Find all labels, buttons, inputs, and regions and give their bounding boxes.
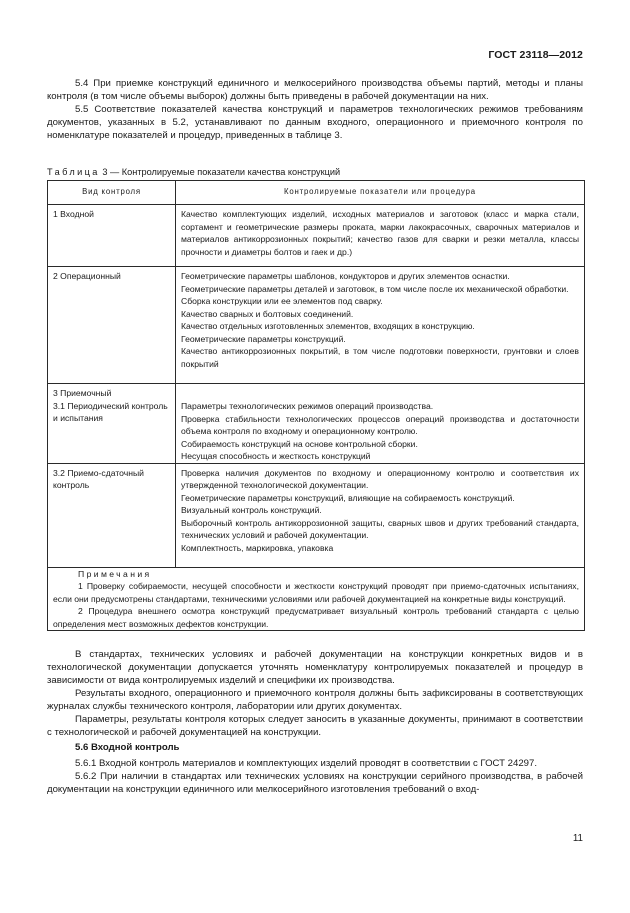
indicator-item: Геометрические параметры шаблонов, кондукторов и других элементов оснастки. [181, 271, 510, 281]
paragraph-5-6-2: 5.6.2 При наличии в стандартах или технических условиях на конструкции серийного производства, в рабочей документации на конструкции единичного или мелкосерийного изготовления требований о вход- [47, 771, 583, 795]
notes-cell [48, 567, 585, 631]
table-row-operational [48, 267, 585, 384]
standard-header: ГОСТ 23118—2012 [488, 49, 583, 61]
table-row-acceptance-delivery [48, 463, 585, 567]
indicator-item: Комплектность, маркировка, упаковка [181, 542, 334, 553]
table-caption [47, 167, 340, 177]
paragraph-standards: В стандартах, технических условиях и рабочей документации на конструкции конкретных видов и в технологической документации допускается уточнять номенклатуру контролируемых показателей и процедур в зависимости от вида контролируемых изделий и специфики их производства. [47, 649, 583, 686]
indicator-item: Проверка наличия документов по входному и операционному контролю и соответствия их утвержденной технологической документации. [181, 467, 579, 490]
indicator-item: Параметры технологических режимов операций производства. [181, 401, 434, 411]
indicators-cell [176, 205, 585, 267]
note-item: 1 Проверку собираемости, несущей способности и жесткости конструкций проводят при приемо-сдаточных испытаниях, если они предусмотрены стандартами, техническими условиями или рабочей документацией на конкретные виды конструкций. [53, 581, 579, 604]
indicators-cell [176, 463, 585, 567]
indicator-item: Геометрические параметры конструкций, влияющие на собираемость конструкций. [181, 492, 515, 503]
indicator-item: Сборка конструкции или ее элементов под сварку. [181, 296, 383, 306]
indicators-cell [176, 384, 585, 464]
paragraph-results: Результаты входного, операционного и приемочного контроля должны быть зафиксированы в соответствующих журналах службы технического контроля, лаборатории или других документах. [47, 688, 583, 712]
notes-title: Примечания [78, 568, 152, 579]
indicator-item: Визуальный контроль конструкций. [181, 505, 322, 515]
kind-label: 3.2 Приемо-сдаточный контроль [53, 467, 144, 490]
paragraph-parameters: Параметры, результаты контроля которых следует заносить в указанные документы, принимают в соответствии с технологической и рабочей документацией на конструкции. [47, 714, 583, 738]
kind-label: 2 Операционный [53, 271, 121, 281]
indicator-item: Геометрические параметры конструкций. [181, 333, 346, 344]
table-caption-text: 3 — Контролируемые показатели качества конструкций [99, 167, 341, 177]
section-heading: 5.6 Входной контроль [75, 742, 180, 753]
kind-cell [48, 384, 176, 464]
indicator-item: Геометрические параметры деталей и заготовок, в том числе после их механической обработки. [181, 283, 569, 294]
table-notes-row [48, 567, 585, 631]
kind-label: 1 Входной [53, 209, 94, 219]
kind-cell [48, 205, 176, 267]
paragraph-5-5: 5.5 Соответствие показателей качества конструкций и параметров технологических режимов требованиям документов, указанных в 5.2, устанавливают по данным входного, операционного и приемочного контроля по номенклатуре показателей и процедур, приведенных в таблице 3. [47, 104, 583, 141]
kind-label: 3.1 Периодический контроль и испытания [53, 400, 168, 423]
indicator-item: Несущая способность и жесткость конструкций [181, 451, 371, 461]
indicators-cell [176, 267, 585, 384]
page-number: 11 [572, 833, 583, 844]
header-control-type: Вид контроля [48, 181, 176, 205]
table-row-input [48, 205, 585, 267]
table-row-acceptance-periodic [48, 384, 585, 464]
note-item: 2 Процедура внешнего осмотра конструкций предусматривает визуальный контроль требований стандарта с целью определения мест возможных дефектов конструкции. [53, 606, 579, 629]
kind-label: 3 Приемочный [53, 388, 112, 398]
kind-cell [48, 463, 176, 567]
indicator-item: Качество сварных и болтовых соединений. [181, 308, 354, 319]
paragraph-5-4: 5.4 При приемке конструкций единичного и мелкосерийного производства объемы партий, методы и планы контроля (в том числе объемы выборок) должны быть приведены в рабочей документации на них. [47, 78, 583, 102]
indicator-item: Собираемость конструкций на основе контрольной сборки. [181, 438, 418, 449]
table-header-row [48, 181, 585, 205]
indicator-item: Проверка стабильности технологических процессов операций производства и достаточности объема контроля по входному и операционному контролю. [181, 413, 579, 436]
indicator-item: Выборочный контроль антикоррозионной защиты, сварных швов и других требований стандарта, технических условий и рабочей документации. [181, 517, 579, 540]
table-caption-prefix: Таблица [47, 167, 100, 177]
paragraph-5-6-1: 5.6.1 Входной контроль материалов и комплектующих изделий проводят в соответствии с ГОСТ 24297. [75, 758, 538, 769]
kind-cell [48, 267, 176, 384]
indicator-item: Качество комплектующих изделий, исходных материалов и заготовок (класс и марка стали, сортамент и геометрические размеры проката, марки лакокрасочных, сварочных материалов и материалов антикоррозионных покрытий; качество газов для сварки и резки металла, классы прочности и диаметры болтов и гаек и др.) [181, 209, 579, 257]
indicator-item: Качество антикоррозионных покрытий, в том числе подготовки поверхности, грунтовки и слоев покрытий [181, 346, 579, 369]
header-indicators: Контролируемые показатели или процедура [176, 181, 585, 205]
control-table [47, 180, 585, 631]
indicator-item: Качество отдельных изготовленных элементов, входящих в конструкцию. [181, 321, 475, 331]
